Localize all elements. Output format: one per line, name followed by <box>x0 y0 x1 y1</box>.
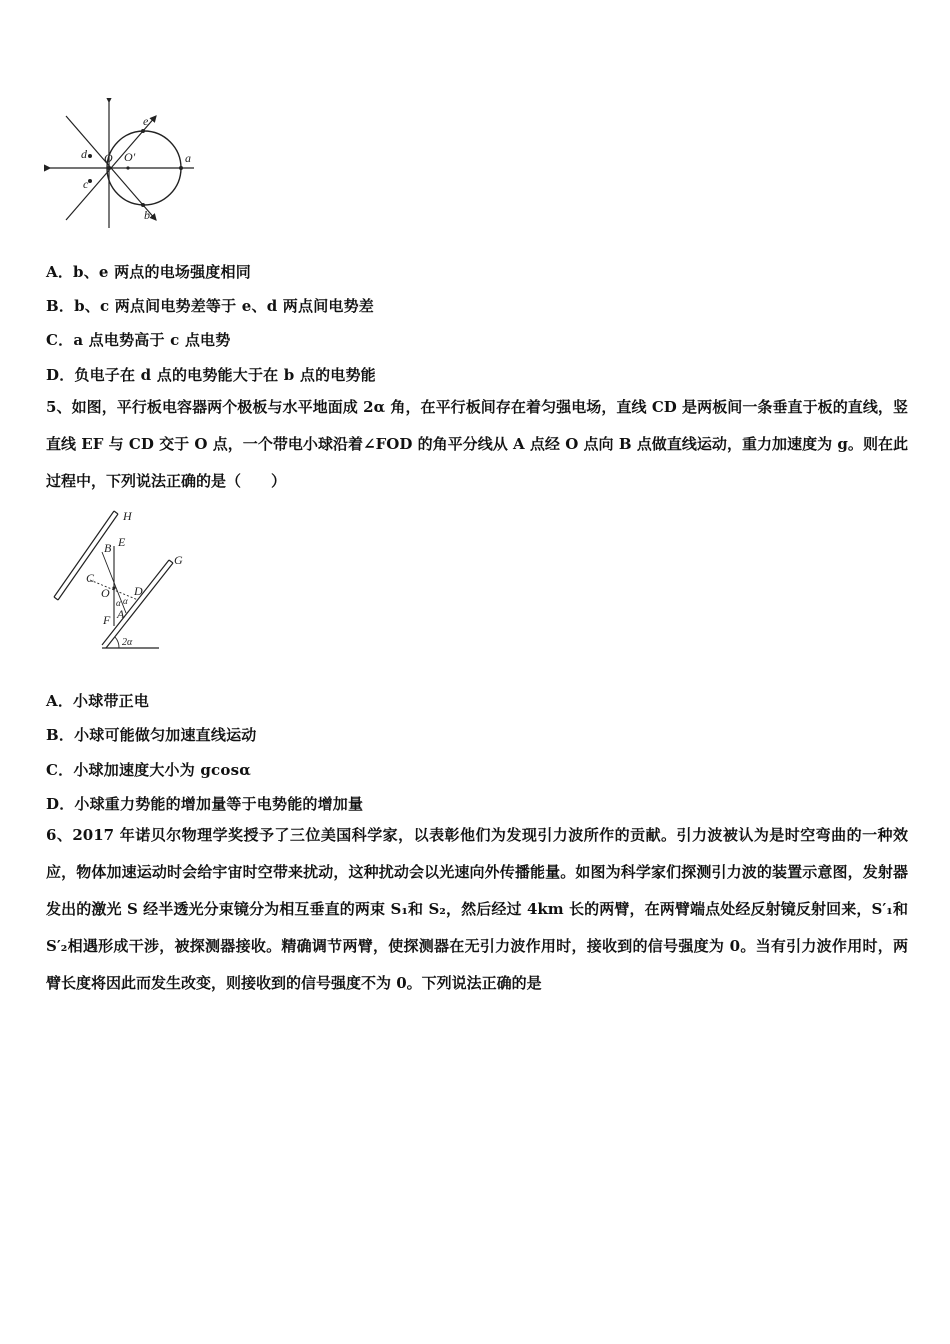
figure-circle-field <box>44 98 204 233</box>
label-G: G <box>174 553 183 567</box>
label-c: c <box>83 177 89 191</box>
label-D: D <box>134 584 143 598</box>
figure-capacitor <box>46 508 196 653</box>
label-alpha-2: α <box>123 596 128 606</box>
label-O: O <box>104 151 113 165</box>
label-O: O <box>101 586 110 600</box>
q5-option-a: A．小球带正电 <box>46 692 150 710</box>
q5-option-c: C．小球加速度大小为 gcosα <box>46 761 251 779</box>
label-alpha-1: α <box>116 598 121 608</box>
q4-option-a: A．b、e 两点的电场强度相同 <box>46 263 251 281</box>
label-O-prime: O′ <box>124 150 136 164</box>
q4-option-b: B．b、c 两点间电势差等于 e、d 两点间电势差 <box>46 297 374 315</box>
q4-option-c: C．a 点电势高于 c 点电势 <box>46 331 231 349</box>
q6-stem: 6、2017 年诺贝尔物理学奖授予了三位美国科学家，以表彰他们为发现引力波所作的贡献。引力波被认为是时空弯曲的一种效应，物体加速运动时会给宇宙时空带来扰动，这种扰动会以光速向外传播能量。如图为科学家们探测引力波的装置示意图，发射器发出的激光 S 经半透光分束镜分为相互垂直的两束 S₁和 S₂，然后经过 4km 长的两臂，在两臂端点处经反射镜反射回来，S′₁和 S′₂相遇形成干涉，被探测器接收。精确调节两臂，使探测器在无引力波作用时，接收到的信号强度为 0。当有引力波作用时，两臂长度将因此而发生改变，则接收到的信号强度不为 0。下列说法正确的是 <box>46 826 908 992</box>
label-2alpha: 2α <box>122 637 133 648</box>
label-C: C <box>86 571 95 585</box>
label-d: d <box>81 147 87 161</box>
label-B: B <box>104 541 112 555</box>
label-A: A <box>117 607 125 621</box>
q4-option-d: D．负电子在 d 点的电势能大于在 b 点的电势能 <box>46 366 376 384</box>
label-F: F <box>103 613 111 627</box>
label-E: E <box>118 535 126 549</box>
label-e: e <box>143 114 149 128</box>
label-H: H <box>123 509 132 523</box>
q5-option-b: B．小球可能做匀加速直线运动 <box>46 726 257 744</box>
q5-stem: 5、如图，平行板电容器两个极板与水平地面成 2α 角，在平行板间存在着匀强电场，直线 CD 是两板间一条垂直于板的直线，竖直线 EF 与 CD 交于 O 点，一个带电小球沿着∠FOD 的角平分线从 A 点经 O 点向 B 点做直线运动，重力加速度为 g。则在此过程中，下列说法正确的是（ ） <box>46 398 908 490</box>
q5-option-d: D．小球重力势能的增加量等于电势能的增加量 <box>46 795 364 813</box>
label-b: b <box>144 208 150 222</box>
label-a: a <box>185 151 191 165</box>
